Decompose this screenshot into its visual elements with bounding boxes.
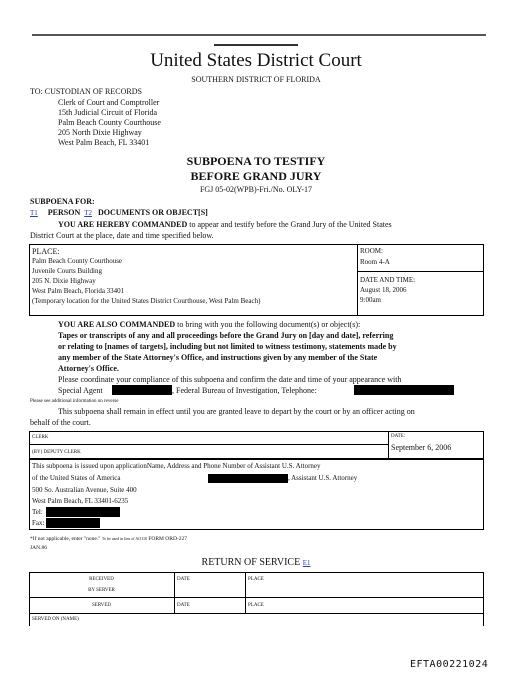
issued-address-2: West Palm Beach, FL 33401-6235 — [32, 497, 129, 505]
link-e1[interactable]: E1 — [302, 559, 311, 567]
also-bold: YOU ARE ALSO COMMANDED — [58, 320, 176, 329]
to-address — [58, 98, 161, 148]
case-number: FGJ 05-02(WPB)-Fri./No. OLY-17 — [199, 185, 313, 194]
issued-line-2: of the United States of America — [32, 474, 121, 482]
place-line: Juvenile Courts Building — [32, 267, 102, 275]
to-line: Palm Beach County Courthouse — [58, 118, 161, 127]
effect-line-2: behalf of the court. — [30, 418, 91, 427]
return-row-divider-2 — [29, 613, 484, 614]
redaction-tel — [46, 507, 120, 517]
footnote-lieu: To be used in lieu of AO110 — [101, 536, 147, 541]
place-line: (Temporary location for the United States District Courthouse, West Palm Beach) — [32, 297, 261, 305]
reverse-note: Please see additional information on reverse — [30, 399, 119, 404]
place-line: Palm Beach County Courthouse — [32, 257, 123, 265]
issued-line-1: This subpoena is issued upon applicationName, Address and Phone Number of Assistant U.S. Attorney — [32, 462, 321, 470]
clerk-date-divider — [388, 431, 389, 459]
commanded-line-2: District Court at the place, date and time specified below. — [30, 231, 214, 240]
court-title: United States District Court — [150, 50, 362, 71]
return-col-divider-2 — [245, 572, 246, 613]
datetime-time: 9:00am — [360, 296, 381, 304]
document-item: any member of the State Attorney's Office, and instructions given by any member of the State — [58, 353, 378, 362]
title-rule — [214, 44, 298, 46]
redaction-telephone — [354, 385, 454, 395]
place-line: 205 N. Dixie Highway — [32, 277, 96, 285]
datetime-block — [360, 276, 415, 305]
place-room-divider — [357, 244, 358, 316]
to-line: Clerk of Court and Comptroller — [58, 98, 160, 107]
clerk-date-value: September 6, 2006 — [391, 443, 452, 452]
document-item: or relating to [names of targets], including but not limited to witness testimony, statements made by — [58, 342, 397, 351]
by-server-label: BY SERVER — [88, 588, 115, 593]
clerk-label: CLERK — [32, 435, 49, 440]
documents-list — [58, 331, 397, 374]
redaction-agent — [112, 385, 172, 395]
served-on-label: SERVED ON (NAME) — [32, 617, 79, 622]
return-title: RETURN OF SERVICE — [201, 557, 301, 568]
subpoena-for-options — [30, 208, 208, 218]
datetime-date: August 18, 2006 — [360, 286, 407, 294]
room-label: ROOM: — [360, 247, 383, 255]
clerk-date-label: DATE: — [391, 434, 406, 439]
served-label: SERVED — [91, 603, 112, 608]
fax-label: Fax: — [32, 519, 45, 527]
received-date-label: DATE — [177, 577, 190, 582]
tel-label: Tel: — [32, 508, 43, 516]
return-col-divider-1 — [174, 572, 175, 613]
agent-prefix: Special Agent — [58, 386, 103, 395]
coordinate-text: Please coordinate your compliance of this subpoena and confirm the date and time of your appearance with — [58, 375, 402, 384]
received-place-label: PLACE — [248, 577, 264, 582]
effect-line-1: This subpoena shall remain in effect until you are granted leave to depart by the court or by an officer acting on — [58, 407, 415, 416]
place-block — [32, 247, 260, 306]
option-person: PERSON — [47, 208, 81, 217]
to-line: West Palm Beach, FL 33401 — [58, 138, 150, 147]
subpoena-for-label: SUBPOENA FOR: — [30, 197, 95, 206]
commanded-text: to appear and testify before the Grand Jury of the United States — [187, 220, 392, 229]
redaction-fax — [46, 518, 100, 528]
served-place-label: PLACE — [248, 603, 264, 608]
footnote — [30, 535, 187, 543]
deputy-clerk-label: (BY) DEPUTY CLERK — [32, 450, 81, 455]
link-t2[interactable]: T2 — [84, 209, 93, 217]
document-item: Attorney's Office. — [58, 364, 119, 373]
footnote-form: FORM ORD-227 — [148, 536, 188, 542]
option-documents: DOCUMENTS OR OBJECT[S] — [98, 208, 208, 217]
to-label: TO: CUSTODIAN OF RECORDS — [30, 87, 142, 96]
ausa-label: , Assistant U.S. Attorney — [288, 474, 358, 482]
footnote-date: JAN.86 — [30, 545, 47, 551]
footnote-none: *If not applicable, enter "none." — [30, 536, 101, 542]
document-item: Tapes or transcripts of any and all proceedings before the Grand Jury on [day and date], referring — [58, 331, 394, 340]
top-rule — [32, 34, 486, 36]
redaction-ausa — [208, 474, 288, 483]
place-line: West Palm Beach, Florida 33401 — [32, 287, 125, 295]
bates-number: EFTA00221024 — [410, 659, 489, 670]
room-date-divider — [357, 271, 484, 272]
issued-address-1: 500 So. Australian Avenue, Suite 400 — [32, 486, 137, 494]
received-label: RECEIVED — [89, 577, 114, 582]
commanded-line-1 — [58, 220, 392, 230]
served-date-label: DATE — [177, 603, 190, 608]
room-value: Room 4-A — [360, 258, 390, 266]
room-block — [360, 247, 390, 267]
datetime-label: DATE AND TIME: — [360, 276, 416, 284]
agent-suffix: , Federal Bureau of Investigation, Telephone: — [172, 386, 317, 395]
link-t1[interactable]: T1 — [30, 209, 38, 217]
place-label: PLACE: — [32, 247, 60, 256]
to-line: 15th Judicial Circuit of Florida — [58, 108, 158, 117]
clerk-divider — [29, 444, 388, 445]
also-text: to bring with you the following document(s) or object(s): — [175, 320, 361, 329]
return-title-row — [0, 557, 512, 569]
commanded-bold: YOU ARE HEREBY COMMANDED — [58, 220, 188, 229]
to-line: 205 North Dixie Highway — [58, 128, 142, 137]
court-district: SOUTHERN DISTRICT OF FLORIDA — [191, 75, 321, 84]
also-commanded — [58, 320, 360, 330]
subpoena-title-1: SUBPOENA TO TESTIFY — [186, 154, 326, 168]
return-row-divider-1 — [29, 597, 484, 598]
subpoena-title-2: BEFORE GRAND JURY — [190, 169, 322, 183]
